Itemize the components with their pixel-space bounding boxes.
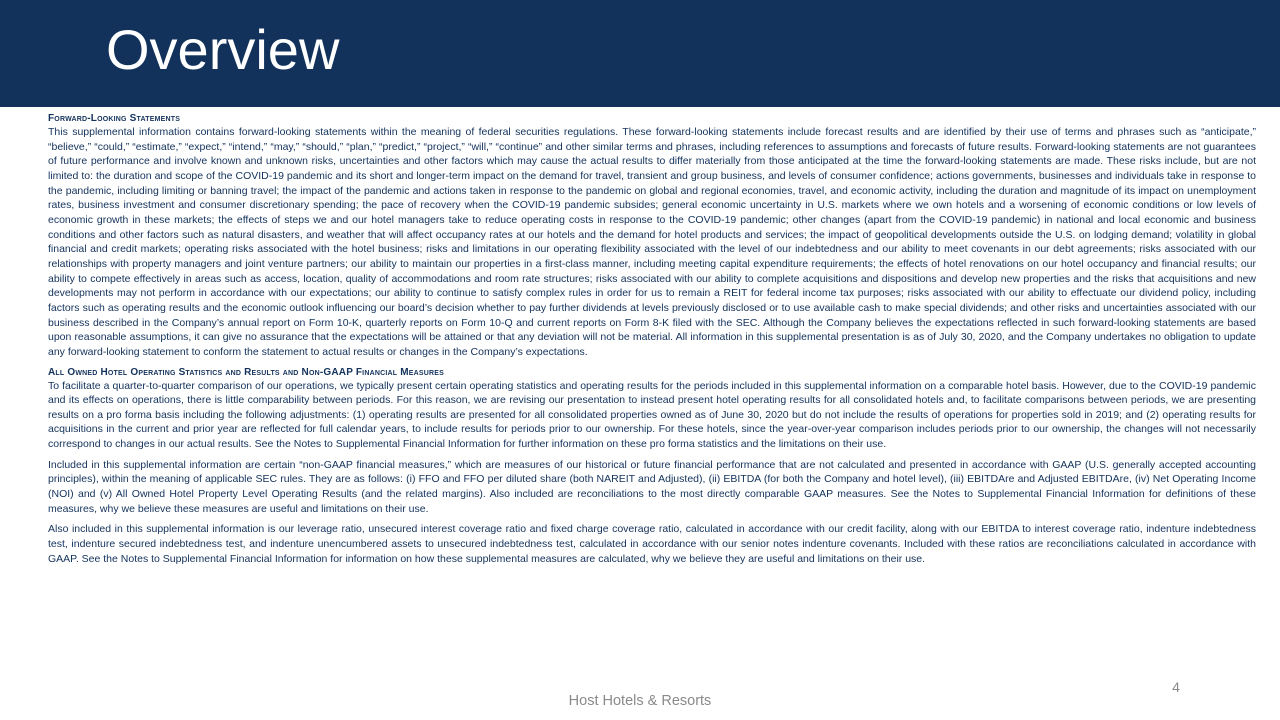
- section-heading-non-gaap: All Owned Hotel Operating Statistics and Results and Non-GAAP Financial Measures: [48, 366, 444, 378]
- ratios-paragraph: Also included in this supplemental information is our leverage ratio, unsecured interest coverage ratio and fixed charge coverage ratio, calculated in accordance with our credit facility, along with our EBITDA to interest coverage ratio, indenture indebtedness test, indenture secured indebtedness test, and indenture unencumbered assets to unsecured indebtedness test, calculated in accordance with our senior notes indenture covenants. Included with these ratios are reconciliations calculated in accordance with GAAP. See the Notes to Supplemental Financial Information for information on how these supplemental measures are calculated, why we believe they are useful and limitations on their use.: [48, 523, 1256, 565]
- forward-looking-paragraph: This supplemental information contains forward-looking statements within the meaning of federal securities regulations. These forward-looking statements include forecast results and are identified by their use of terms and phrases such as “anticipate,” “believe,” “could,” “estimate,” “expect,” “intend,” “may,” “should,” “plan,” “predict,” “project,” “will,” “continue” and other similar terms and phrases, including references to assumptions and forecasts of future results. Forward-looking statements are not guarantees of future performance and involve known and unknown risks, uncertainties and other factors which may cause the actual results to differ materially from those anticipated at the time the forward-looking statements are made. These risks include, but are not limited to: the duration and scope of the COVID-19 pandemic and its short and longer-term impact on the demand for travel, transient and group business, and levels of consumer confidence; actions governments, businesses and individuals take in response to the pandemic, including limiting or banning travel; the impact of the pandemic and actions taken in response to the pandemic on global and regional economies, travel, and economic activity, including the duration and magnitude of its impact on unemployment rates, business investment and consumer discretionary spending; the pace of recovery when the COVID-19 pandemic subsides; general economic uncertainty in U.S. markets where we own hotels and a worsening of economic conditions or low levels of economic growth in these markets; the effects of steps we and our hotel managers take to reduce operating costs in response to the COVID-19 pandemic; other changes (apart from the COVID-19 pandemic) in national and local economic and business conditions and other factors such as natural disasters, and weather that will affect occupancy rates at our hotels and the demand for hotel products and services; the impact of geopolitical developments outside the U.S. on lodging demand; volatility in global financial and credit markets; operating risks associated with the hotel business; risks and limitations in our operating flexibility associated with the level of our indebtedness and our ability to meet covenants in our debt agreements; risks associated with our relationships with property managers and joint venture partners; our ability to maintain our properties in a first-class manner, including meeting capital expenditure requirements; the effects of hotel renovations on our hotel occupancy and financial results; our ability to compete effectively in areas such as access, location, quality of accommodations and room rate structures; risks associated with our ability to complete acquisitions and dispositions and develop new properties and the risks that acquisitions and new developments may not perform in accordance with our expectations; our ability to continue to satisfy complex rules in order for us to remain a REIT for federal income tax purposes; risks associated with our ability to effectuate our dividend policy, including factors such as operating results and the economic outlook influencing our board’s decision whether to pay further dividends at levels previously disclosed or to use available cash to make special dividends; and other risks and uncertainties associated with our business described in the Company’s annual report on Form 10-K, quarterly reports on Form 10-Q and current reports on Form 8-K filed with the SEC. Although the Company believes the expectations reflected in such forward-looking statements are based upon reasonable assumptions, it can give no assurance that the expectations will be attained or that any deviation will not be material. All information in this supplemental presentation is as of July 30, 2020, and the Company undertakes no obligation to update any forward-looking statement to conform the statement to actual results or changes in the Company’s expectations.: [48, 126, 1256, 358]
- page-number: 4: [1172, 679, 1180, 695]
- pro-forma-paragraph: To facilitate a quarter-to-quarter comparison of our operations, we typically present certain operating statistics and operating results for the periods included in this supplemental information on a comparable hotel basis. However, due to the COVID-19 pandemic and its effects on operations, there is little comparability between periods. For this reason, we are revising our presentation to instead present hotel operating results for all consolidated hotels and, to facilitate comparisons between periods, we are presenting results on a pro forma basis including the following adjustments: (1) operating results are presented for all consolidated properties owned as of June 30, 2020 but do not include the results of operations for properties sold in 2019; and (2) operating results for acquisitions in the current and prior year are reflected for full calendar years, to include results for periods prior to our ownership. For these hotels, since the year-over-year comparison includes periods prior to our ownership, the changes will not necessarily correspond to changes in our actual results. See the Notes to Supplemental Financial Information for further information on these pro forma statistics and the limitations on their use.: [48, 379, 1256, 451]
- page-title: Overview: [106, 18, 340, 81]
- non-gaap-paragraph: Included in this supplemental information are certain “non-GAAP financial measures,” which are measures of our historical or future financial performance that are not calculated and presented in accordance with GAAP (U.S. generally accepted accounting principles), within the meaning of applicable SEC rules. They are as follows: (i) FFO and FFO per diluted share (both NAREIT and Adjusted), (ii) EBITDA (for both the Company and hotel level), (iii) EBITDAre and Adjusted EBITDAre, (iv) Net Operating Income (NOI) and (v) All Owned Hotel Property Level Operating Results (and the related margins). Also included are reconciliations to the most directly comparable GAAP measures. See the Notes to Supplemental Financial Information for definitions of these measures, why we believe these measures are useful and limitations on their use.: [48, 458, 1256, 515]
- section-heading-forward-looking: Forward-Looking Statements: [48, 113, 181, 124]
- footer-company-name: Host Hotels & Resorts: [568, 693, 712, 709]
- main-content: [48, 112, 1256, 570]
- header-bar: [0, 0, 1280, 107]
